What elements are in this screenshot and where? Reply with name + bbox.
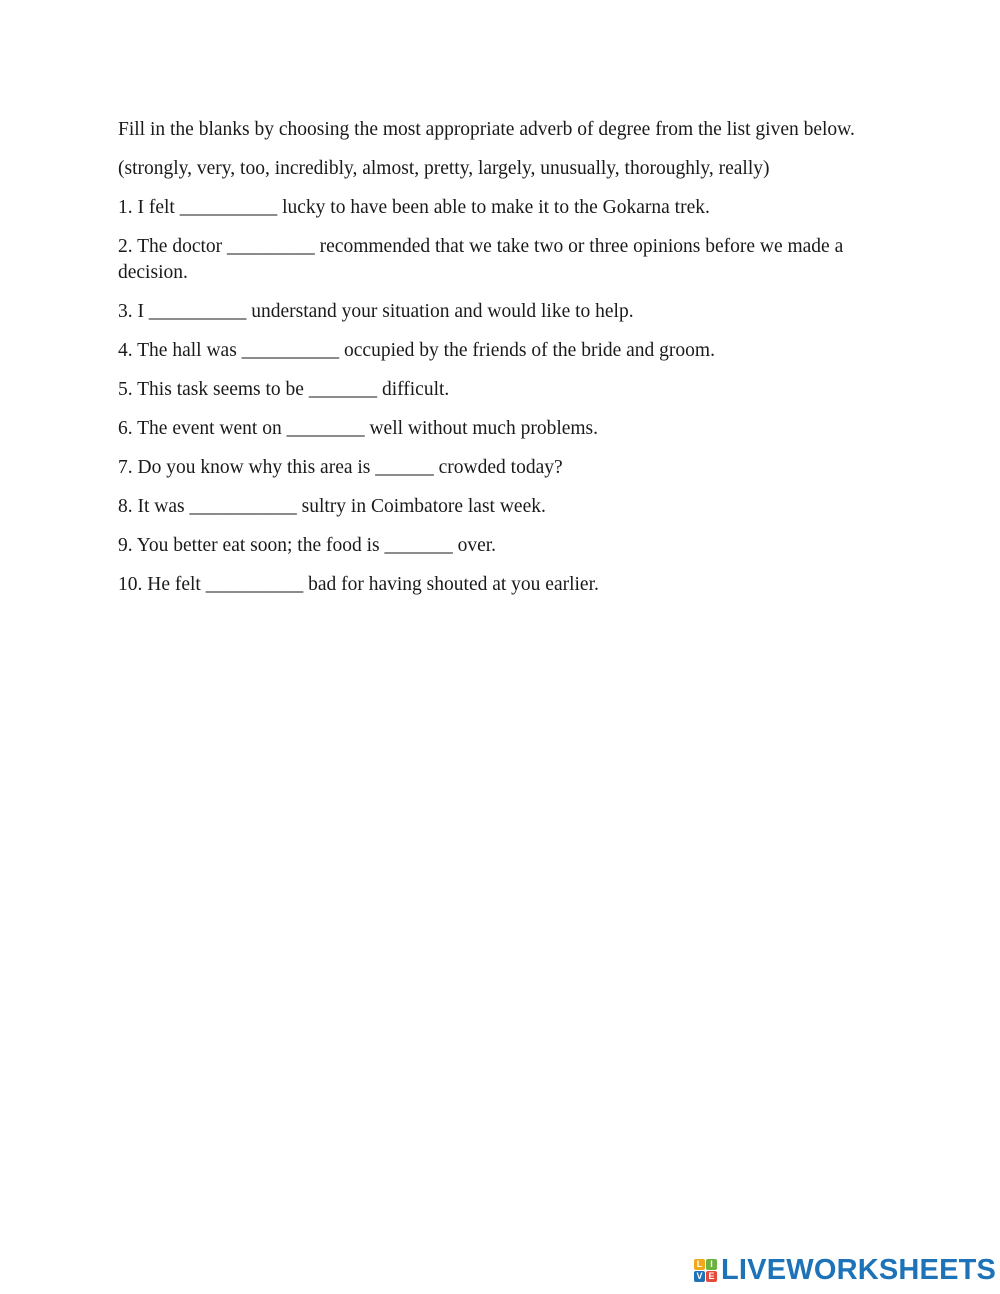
logo-mark-letter: L: [694, 1259, 705, 1270]
worksheet-content: [118, 117, 878, 611]
question-7: 7. Do you know why this area is ______ crowded today?: [118, 457, 563, 478]
word-list: (strongly, very, too, incredibly, almost, pretty, largely, unusually, thoroughly, really): [118, 158, 770, 179]
question-10: 10. He felt __________ bad for having shouted at you earlier.: [118, 574, 599, 595]
liveworksheets-logo: [694, 1255, 996, 1285]
question-9: 9. You better eat soon; the food is _______ over.: [118, 535, 497, 556]
logo-mark-letter: V: [694, 1271, 705, 1282]
question-4: 4. The hall was __________ occupied by the friends of the bride and groom.: [118, 340, 715, 361]
question-3: 3. I __________ understand your situation and would like to help.: [118, 301, 634, 322]
logo-mark-letter: I: [706, 1259, 717, 1270]
question-8: 8. It was ___________ sultry in Coimbatore last week.: [118, 496, 546, 517]
question-5: 5. This task seems to be _______ difficult.: [118, 379, 450, 400]
question-2: 2. The doctor _________ recommended that we take two or three opinions before we made a decision.: [118, 236, 844, 283]
logo-text: LIVEWORKSHEETS: [721, 1254, 997, 1286]
logo-mark-letter: E: [706, 1271, 717, 1282]
question-6: 6. The event went on ________ well without much problems.: [118, 418, 599, 439]
logo-mark-icon: [694, 1259, 717, 1282]
instructions: Fill in the blanks by choosing the most appropriate adverb of degree from the list given below.: [118, 119, 855, 140]
question-1: 1. I felt __________ lucky to have been able to make it to the Gokarna trek.: [118, 197, 710, 218]
